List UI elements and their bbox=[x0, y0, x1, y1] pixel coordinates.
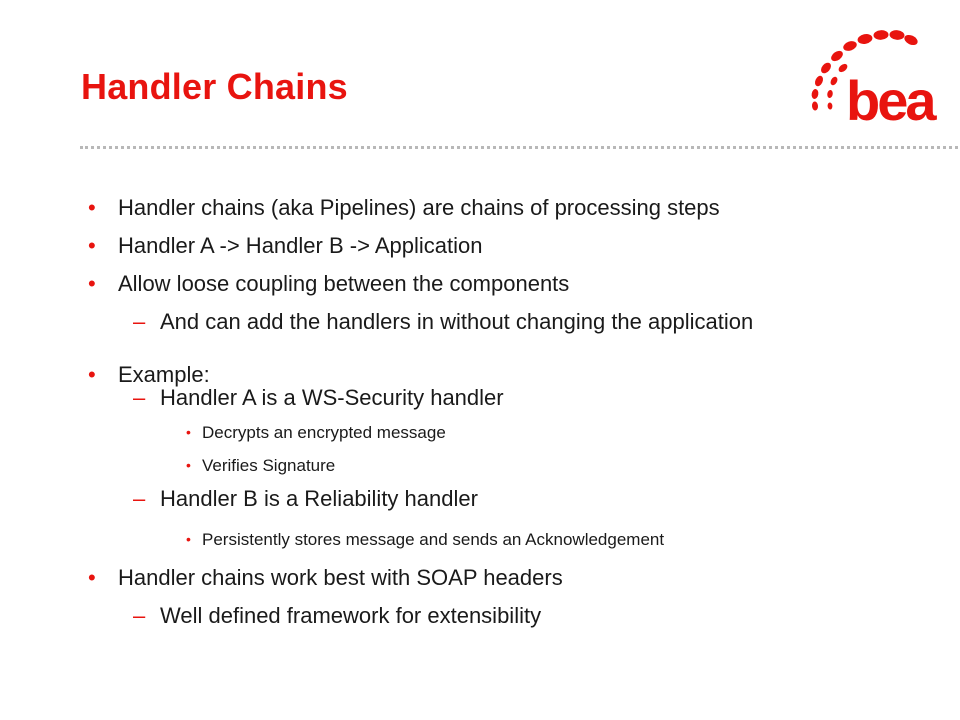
bullet-marker: • bbox=[186, 424, 191, 440]
bea-logo bbox=[790, 28, 940, 128]
logo-wordmark: bea bbox=[846, 69, 934, 128]
bullet-marker: • bbox=[186, 457, 191, 473]
slide-title: Handler Chains bbox=[81, 66, 348, 107]
bullet-text: Handler B is a Reliability handler bbox=[160, 486, 478, 511]
bullet-text: And can add the handlers in without changing the application bbox=[160, 309, 754, 334]
bullet-text: Well defined framework for extensibility bbox=[160, 603, 542, 628]
bullet-text: Handler chains work best with SOAP headers bbox=[118, 565, 563, 590]
bullet-text: Persistently stores message and sends an Acknowledgement bbox=[202, 530, 665, 549]
bullet-text: Handler A is a WS-Security handler bbox=[160, 385, 504, 410]
dash-marker: – bbox=[133, 385, 146, 410]
bullet-marker: • bbox=[88, 271, 96, 296]
bullet-marker: • bbox=[186, 531, 191, 547]
bullet-marker: • bbox=[88, 195, 96, 220]
bullet-marker: • bbox=[88, 233, 96, 258]
bullet-text: Allow loose coupling between the components bbox=[118, 271, 570, 296]
title-divider bbox=[80, 146, 958, 149]
bullet-text: Handler A -> Handler B -> Application bbox=[118, 233, 483, 258]
bullet-marker: • bbox=[88, 565, 96, 590]
bullet-text: Handler chains (aka Pipelines) are chains of processing steps bbox=[118, 195, 720, 220]
bullet-marker: • bbox=[88, 362, 96, 387]
dash-marker: – bbox=[133, 309, 146, 334]
bullet-text: Decrypts an encrypted message bbox=[202, 423, 446, 442]
dash-marker: – bbox=[133, 603, 146, 628]
dash-marker: – bbox=[133, 486, 146, 511]
bullet-text: Verifies Signature bbox=[202, 456, 336, 475]
bullet-text: Example: bbox=[118, 362, 210, 387]
